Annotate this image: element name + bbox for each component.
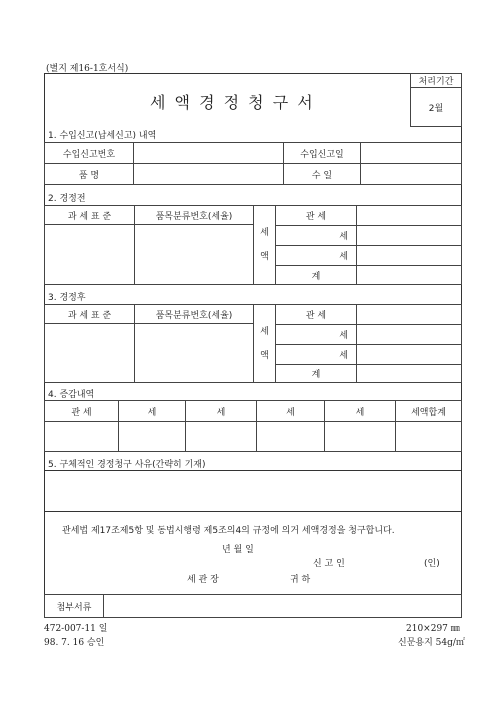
recipient-label: 세 관 장 (187, 575, 219, 585)
applicant-label: 신 고 인 (313, 559, 345, 569)
s4-value-customs[interactable] (44, 421, 119, 452)
honorific-label: 귀 하 (290, 575, 311, 585)
s4-col-tax4: 세 (324, 400, 396, 422)
processing-value: 2월 (410, 87, 462, 127)
attachments-field[interactable] (103, 594, 462, 618)
section5-heading: 5. 구체적인 경정청구 사유(간략히 기재) (48, 460, 206, 470)
declaration-date: 년 월 일 (222, 545, 254, 555)
s2-col-tax-amount (253, 205, 276, 285)
section3-heading: 3. 경정후 (48, 293, 86, 303)
s2-item-class-field[interactable] (134, 224, 254, 285)
quantity-label: 수 일 (283, 163, 361, 185)
s3-row-tax1: 세 (275, 324, 357, 345)
s2-tax-std-field[interactable] (44, 224, 135, 285)
s3-row-tax2: 세 (275, 344, 357, 365)
s3-row-total: 계 (275, 364, 357, 383)
import-date-field[interactable] (360, 142, 462, 164)
footer-approval: 98. 7. 16 승인 (44, 638, 105, 648)
section1-heading: 1. 수입신고(납세신고) 내역 (48, 131, 157, 141)
s2-tax-amount-label: 세 액 (260, 228, 269, 262)
reason-field[interactable] (44, 470, 462, 512)
s3-item-class-field[interactable] (134, 323, 254, 383)
form-code: (별지 제16-1호서식) (46, 64, 129, 74)
s2-value-tax2[interactable] (356, 245, 462, 266)
s3-value-tax1[interactable] (356, 324, 462, 345)
s4-value-tax2[interactable] (185, 421, 257, 452)
form-title: 세 액 경 정 청 구 서 (150, 93, 315, 112)
s4-col-total: 세액합계 (395, 400, 462, 422)
s2-row-tax2: 세 (275, 245, 357, 266)
processing-label: 처리기간 (410, 73, 462, 88)
s3-row-customs: 관 세 (275, 304, 357, 325)
s4-value-tax4[interactable] (324, 421, 396, 452)
s4-value-tax1[interactable] (118, 421, 186, 452)
s2-value-tax1[interactable] (356, 225, 462, 246)
s3-col-tax-std: 과 세 표 준 (44, 304, 135, 324)
s2-row-total: 계 (275, 265, 357, 285)
seal-mark: (인) (424, 559, 440, 569)
s3-value-tax2[interactable] (356, 344, 462, 365)
s2-col-tax-std: 과 세 표 준 (44, 205, 135, 225)
import-no-field[interactable] (133, 142, 284, 164)
section2-heading: 2. 경정전 (48, 194, 86, 204)
s3-value-customs[interactable] (356, 304, 462, 325)
footer-paper: 신문용지 54g/㎡ (398, 638, 465, 648)
footer-code: 472-007-11 일 (44, 624, 108, 634)
item-name-label: 품 명 (44, 163, 134, 185)
s2-value-total[interactable] (356, 265, 462, 285)
quantity-field[interactable] (360, 163, 462, 185)
attachments-label: 첨부서류 (44, 594, 104, 618)
s3-tax-amount-label: 세 액 (260, 326, 269, 361)
s2-col-item-class: 품목분류번호(세율) (134, 205, 254, 225)
s2-row-tax1: 세 (275, 225, 357, 246)
s3-col-item-class: 품목분류번호(세율) (134, 304, 254, 324)
s3-value-total[interactable] (356, 364, 462, 383)
footer-size: 210×297 ㎜ (406, 624, 460, 634)
s4-col-tax1: 세 (118, 400, 186, 422)
s2-row-customs: 관 세 (275, 205, 357, 226)
section4-heading: 4. 증감내역 (48, 390, 95, 400)
s4-value-total[interactable] (395, 421, 462, 452)
s3-tax-std-field[interactable] (44, 323, 135, 383)
declaration-text: 관세법 제17조제5항 및 동법시행령 제5조의4의 규정에 의거 세액경정을 청구합니다. (62, 526, 395, 536)
import-no-label: 수입신고번호 (44, 142, 134, 164)
s3-col-tax-amount (253, 304, 276, 383)
s4-value-tax3[interactable] (256, 421, 325, 452)
s4-col-tax2: 세 (185, 400, 257, 422)
s4-col-customs: 관 세 (44, 400, 119, 422)
import-date-label: 수입신고일 (283, 142, 361, 164)
s2-value-customs[interactable] (356, 205, 462, 226)
item-name-field[interactable] (133, 163, 284, 185)
s4-col-tax3: 세 (256, 400, 325, 422)
